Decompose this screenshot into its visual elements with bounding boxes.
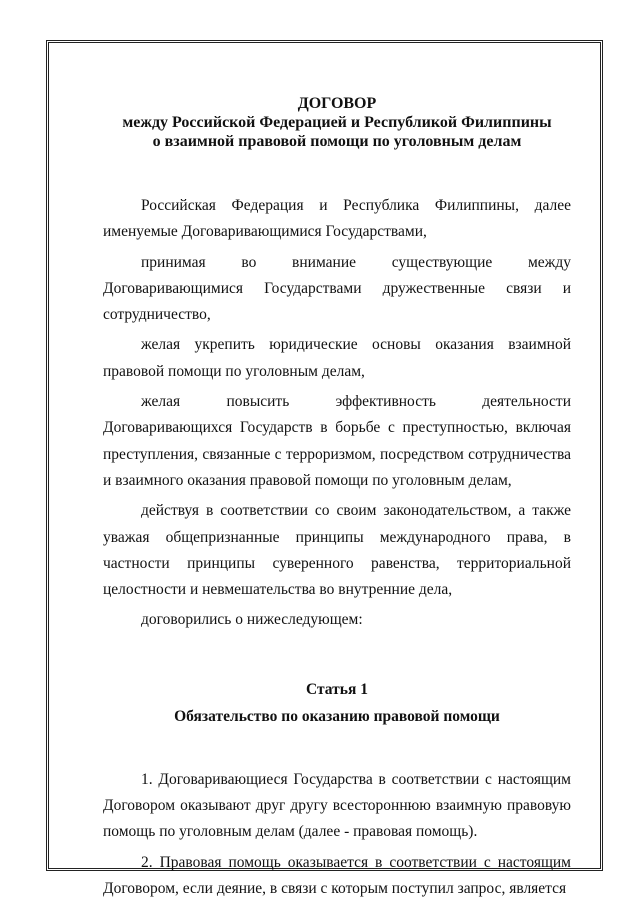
- article-1-number: Статья 1: [306, 680, 368, 698]
- preamble: [103, 193, 571, 634]
- preamble-paragraph-6: договорились о нижеследующем:: [141, 611, 363, 629]
- article-1-heading: Обязательство по оказанию правовой помощи: [174, 707, 500, 725]
- article-1-paragraph-2: 2. Правовая помощь оказывается в соответствии с настоящим Договором, если деяние, в связи с которым поступил запрос, является: [103, 853, 571, 897]
- preamble-paragraph-1: Российская Федерация и Республика Филиппины, далее именуемые Договаривающимися Государствами,: [103, 197, 571, 241]
- document-content: [103, 94, 571, 906]
- title-line-1: ДОГОВОР: [297, 95, 377, 112]
- article-1-body: [103, 767, 571, 902]
- preamble-paragraph-5: действуя в соответствии со своим законодательством, а также уважая общепризнанные принципы международного права, в частности принципы суверенного равенства, территориальной целостности и невмешательства во внутренние дела,: [103, 502, 571, 599]
- preamble-paragraph-4: желая повысить эффективность деятельности Договаривающихся Государств в борьбе с преступностью, включая преступления, связанные с терроризмом, посредством сотрудничества и взаимного оказания правовой помощи по уголовным делам,: [103, 393, 571, 489]
- document-title: [103, 94, 571, 151]
- article-1-paragraph-1: 1. Договаривающиеся Государства в соответствии с настоящим Договором оказывают друг другу всестороннюю взаимную правовую помощь по уголовным делам (далее - правовая помощь).: [103, 770, 571, 841]
- title-line-3: о взаимной правовой помощи по уголовным делам: [152, 133, 522, 150]
- title-line-2: между Российской Федерацией и Республикой Филиппины: [122, 114, 552, 131]
- preamble-paragraph-2: принимая во внимание существующие между Договаривающимися Государствами дружественные связи и сотрудничество,: [103, 253, 571, 324]
- preamble-paragraph-3: желая укрепить юридические основы оказания взаимной правовой помощи по уголовным делам,: [103, 336, 571, 380]
